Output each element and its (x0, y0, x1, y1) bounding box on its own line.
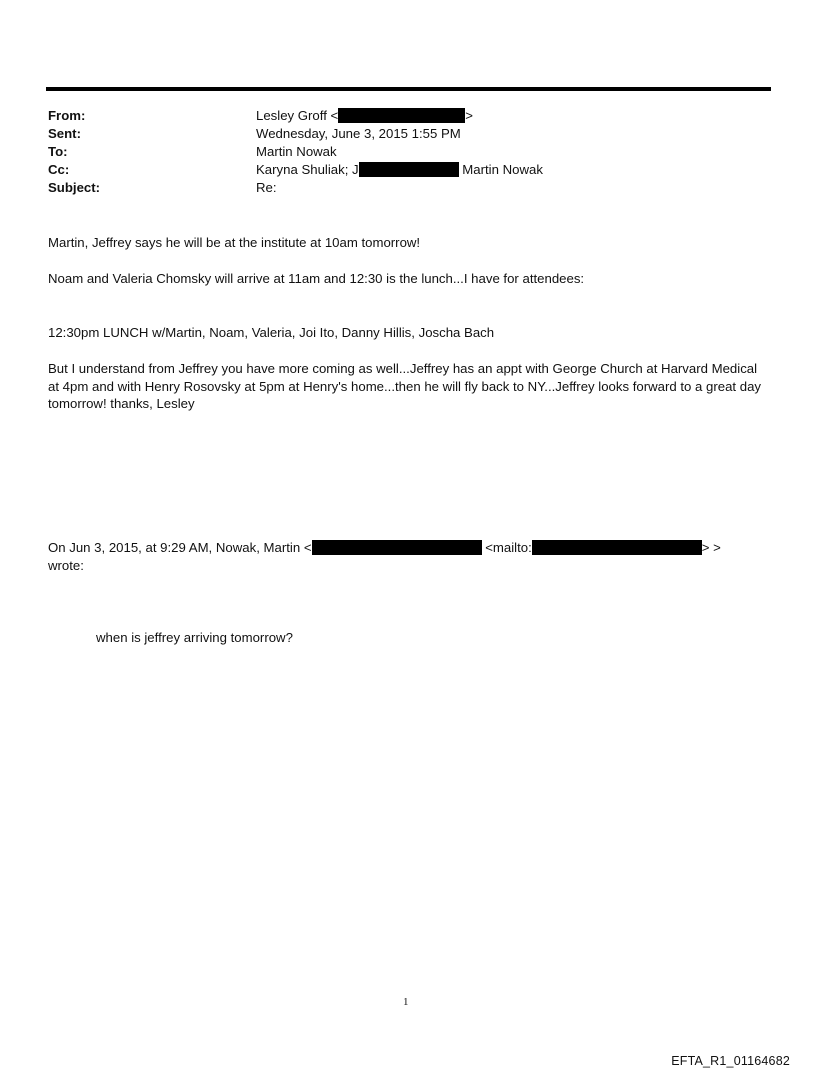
body-paragraph-1: Martin, Jeffrey says he will be at the institute at 10am tomorrow! (48, 235, 421, 250)
email-header (48, 107, 768, 197)
sent-label: Sent: (48, 126, 81, 141)
subject-value: Re: (256, 180, 277, 195)
quote-header-mailto: <mailto: (485, 540, 532, 555)
to-value: Martin Nowak (256, 144, 337, 159)
cc-value-second: Martin Nowak (462, 162, 543, 177)
cc-value (256, 161, 543, 179)
from-label: From: (48, 108, 86, 123)
to-row (48, 143, 768, 161)
sent-row (48, 125, 768, 143)
sent-value: Wednesday, June 3, 2015 1:55 PM (256, 126, 461, 141)
cc-value-first: Karyna Shuliak; J (256, 162, 359, 177)
to-label: To: (48, 144, 68, 159)
quote-header (48, 539, 768, 557)
quote-header-suffix: > > (701, 540, 721, 555)
from-row (48, 107, 768, 125)
body-paragraph-3: 12:30pm LUNCH w/Martin, Noam, Valeria, Joi Ito, Danny Hillis, Joscha Bach (48, 325, 495, 340)
subject-row (48, 179, 768, 197)
quoted-message: when is jeffrey arriving tomorrow? (96, 630, 293, 645)
from-name: Lesley Groff < (256, 108, 339, 123)
cc-row (48, 161, 768, 179)
page-number: 1 (403, 996, 409, 1008)
redaction-bar (532, 540, 702, 555)
cc-label: Cc: (48, 162, 70, 177)
body-paragraph-4: But I understand from Jeffrey you have more coming as well...Jeffrey has an appt with George Church at Harvard Medical at 4pm and with Henry Rosovsky at 5pm at Henry's home...then he will fly back to NY...Jeffrey looks forward to a great day tomorrow! thanks, Lesley (48, 361, 762, 411)
quote-header-wrote: wrote: (48, 558, 84, 573)
redaction-bar (359, 162, 459, 177)
header-divider-rule (46, 87, 771, 91)
redaction-bar (338, 108, 465, 123)
body-paragraph-2: Noam and Valeria Chomsky will arrive at 11am and 12:30 is the lunch...I have for attendees: (48, 271, 585, 286)
document-id: EFTA_R1_01164682 (671, 1054, 790, 1068)
quote-header-prefix: On Jun 3, 2015, at 9:29 AM, Nowak, Martin < (48, 540, 312, 555)
from-value (256, 107, 473, 125)
from-close: > (465, 108, 473, 123)
subject-label: Subject: (48, 180, 101, 195)
redaction-bar (312, 540, 482, 555)
